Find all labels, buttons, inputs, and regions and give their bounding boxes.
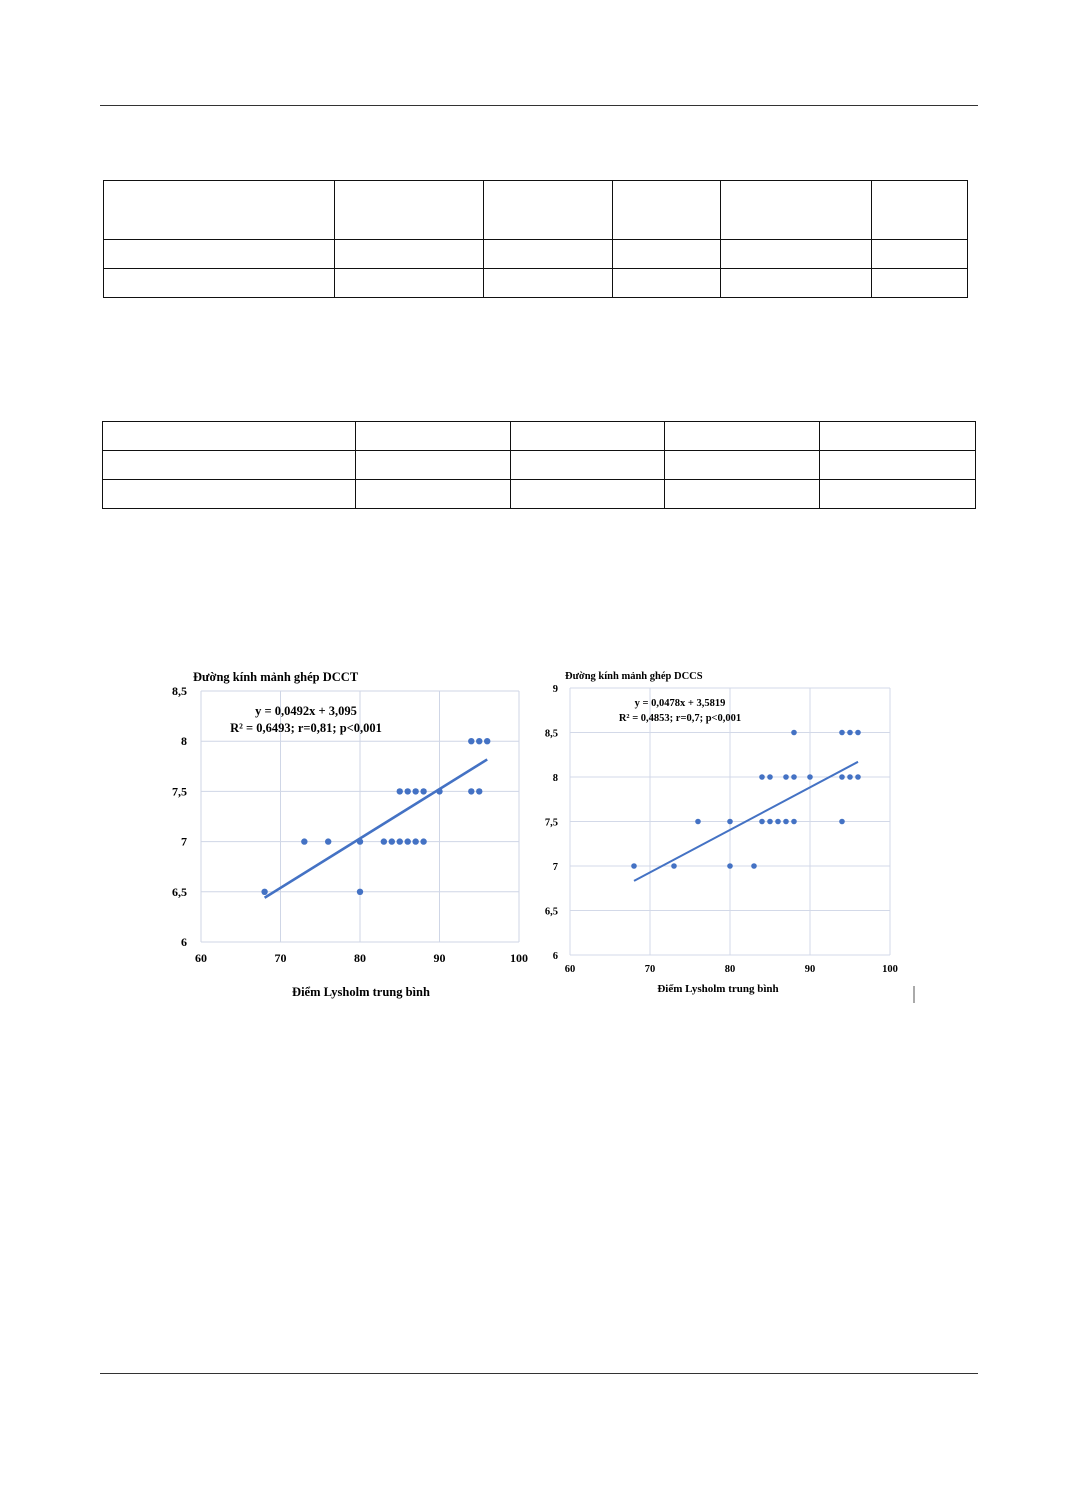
chart-title: Đường kính mảnh ghép DCCS [565, 671, 703, 682]
chart-annotation-equation: y = 0,0478x + 3,5819 [634, 698, 726, 709]
data-point [751, 863, 757, 869]
chart-annotation-stats: R² = 0,6493; r=0,81; p<0,001 [230, 721, 382, 735]
data-point [775, 819, 781, 825]
x-tick-label: 100 [882, 964, 898, 975]
y-tick-label: 6,5 [172, 884, 187, 899]
y-tick-label: 7,5 [544, 817, 558, 829]
x-tick-label: 60 [564, 964, 576, 975]
data-point [783, 819, 789, 825]
data-point [727, 863, 733, 869]
y-tick-label: 8,5 [172, 684, 187, 698]
x-tick-label: 90 [804, 964, 816, 975]
y-tick-label: 6,5 [544, 906, 558, 918]
data-point [807, 774, 813, 780]
x-tick-label: 70 [274, 951, 287, 965]
data-point [791, 774, 797, 780]
y-tick-label: 6 [181, 935, 187, 949]
data-point [631, 863, 637, 869]
data-point [847, 730, 853, 736]
data-point [839, 730, 845, 736]
x-tick-label: 70 [644, 964, 656, 975]
y-tick-label: 8,5 [544, 728, 558, 740]
chart-annotation-equation: y = 0,0492x + 3,095 [255, 704, 357, 718]
data-point [671, 863, 677, 869]
data-point [791, 730, 797, 736]
y-tick-label: 7,5 [172, 784, 187, 799]
x-tick-label: 100 [510, 951, 528, 965]
x-tick-label: 60 [195, 951, 207, 965]
data-point [767, 774, 773, 780]
x-axis-label: Điểm Lysholm trung bình [292, 985, 430, 999]
data-point [791, 819, 797, 825]
data-point [767, 819, 773, 825]
x-tick-label: 90 [433, 951, 446, 965]
data-point [727, 819, 733, 825]
data-point [839, 819, 845, 825]
y-tick-label: 9 [552, 684, 558, 695]
y-tick-label: 7 [552, 862, 558, 873]
y-tick-label: 7 [181, 834, 187, 849]
chart-annotation-stats: R² = 0,4853; r=0,7; p<0,001 [618, 713, 742, 724]
data-point [839, 774, 845, 780]
chart-title: Đường kính mảnh ghép DCCT [193, 670, 359, 684]
data-point [759, 774, 765, 780]
x-tick-label: 80 [354, 951, 366, 965]
data-point [759, 819, 765, 825]
y-tick-label: 8 [552, 773, 558, 784]
data-point [855, 730, 861, 736]
y-tick-label: 6 [552, 951, 558, 962]
data-point [695, 819, 701, 825]
x-tick-label: 80 [724, 964, 736, 975]
data-point [847, 774, 853, 780]
x-axis-label: Điểm Lysholm trung bình [657, 983, 779, 995]
data-point [783, 774, 789, 780]
footer-rule [100, 1373, 978, 1374]
data-point [855, 774, 861, 780]
y-tick-label: 8 [181, 734, 187, 749]
